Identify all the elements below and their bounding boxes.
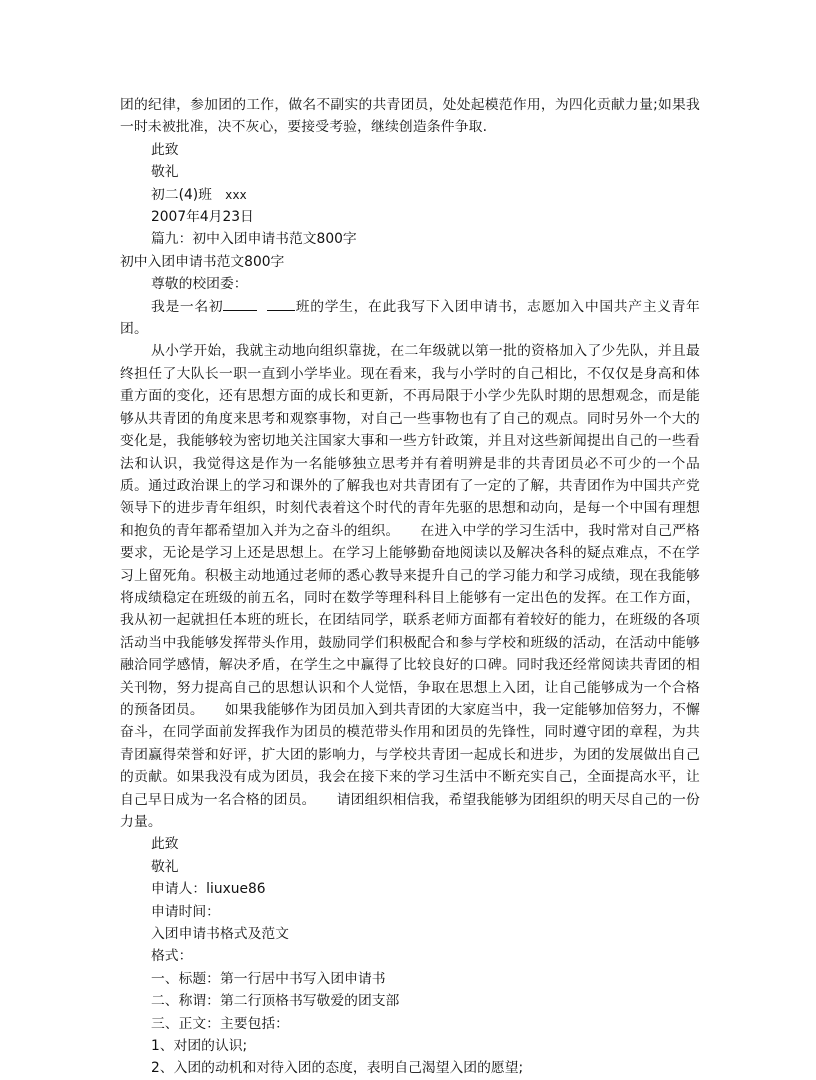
intro-part-a: 我是一名初 xyxy=(151,298,224,315)
format-title: 入团申请书格式及范文 xyxy=(151,926,289,943)
class-blank-2 xyxy=(267,298,295,311)
apply-time-line: 申请时间： xyxy=(151,903,220,920)
sub-title: 初中入团申请书范文800字 xyxy=(120,253,285,270)
body-paragraph: 从小学开始，我就主动地向组织靠拢，在二年级就以第一批的资格加入了少先队，并且最终担任了大队长一职一直到小学毕业。现在看来，我与小学时的自己相比，不仅仅是身高和体重方面的变化，还有思想方面的成长和更新，不再局限于小学少先队时期的思想观念，而是能够从共青团的角度来思考和观察事物，对自己一些事物也有了自己的观点。同时另外一个大的变化是，我能够较为密切地关注国家大事和一些方针政策，并且对这些新闻提出自己的一些看法和认识，我觉得这是作为一名能够独立思考并有着明辨是非的共青团员必不可少的一个品质。通过政治课上的学习和课外的了解我也对共青团有了一定的了解，共青团作为中国共产党领导下的进步青年组织，时刻代表着这个时代的青年先驱的思想和动向，是每一个中国有理想和抱负的青年都希望加入并为之奋斗的组织。 在进入中学的学习生活中，我时常对自己严格要求，无论是学习上还是思想上。在学习上能够勤奋地阅读以及解决各科的疑点难点，不在学习上留死角。积极主动地通过老师的悉心教导来提升自己的学习能力和学习成绩，现在我能够将成绩稳定在班级的前五名，同时在数学等理科科目上能够有一定出色的发挥。在工作方面，我从初一起就担任本班的班长，在团结同学，联系老师方面都有着较好的能力，在班级的各项活动当中我能够发挥带头作用，鼓励同学们积极配合和参与学校和班级的活动，在活动中能够融洽同学感情，解决矛盾，在学生之中赢得了比较良好的口碑。同时我还经常阅读共青团的相关刊物，努力提高自己的思想认识和个人觉悟，争取在思想上入团，让自己能够成为一个合格的预备团员。 如果我能够作为团员加入到共青团的大家庭当中，我一定能够加倍努力，不懈奋斗，在同学面前发挥我作为团员的模范带头作用和团员的先锋性，同时遵守团的章程，为共青团赢得荣誉和好评，扩大团的影响力，与学校共青团一起成长和进步，为团的发展做出自己的贡献。如果我没有成为团员，我会在接下来的学习生活中不断充实自己，全面提高水平，让自己早日成为一名合格的团员。 请团组织相信我，希望我能够为团组织的明天尽自己的一份力量。 xyxy=(120,343,700,830)
salute-line-2: 敬礼 xyxy=(151,858,179,875)
intro-paragraph xyxy=(120,296,700,341)
document-page xyxy=(120,94,700,1080)
salute-line-1: 敬礼 xyxy=(151,164,179,181)
format-sub-item-1: 1、对团的认识; xyxy=(151,1038,248,1055)
signature-line-1 xyxy=(120,184,700,206)
closing-line-1: 此致 xyxy=(151,141,179,158)
format-item-3: 三、正文：主要包括： xyxy=(151,1015,289,1032)
closing-line-2: 此致 xyxy=(151,836,179,853)
greeting-line: 尊敬的校团委： xyxy=(151,276,248,293)
class-name: xxx xyxy=(225,187,247,202)
intro-part-b: 班的学生，在此我写下入团申请书，志愿加入中国共产主义青年团。 xyxy=(120,298,701,338)
class-label: 初二(4)班 xyxy=(151,186,212,203)
applicant-line: 申请人：liuxue86 xyxy=(151,881,266,898)
format-label: 格式： xyxy=(151,948,193,965)
format-sub-item-2: 2、入团的动机和对待入团的态度，表明自己渴望入团的愿望; xyxy=(151,1060,524,1077)
format-item-2: 二、称谓：第二行顶格书写敬爱的团支部 xyxy=(151,993,400,1010)
format-item-1: 一、标题：第一行居中书写入团申请书 xyxy=(151,970,386,987)
date-line-1: 2007年4月23日 xyxy=(151,209,254,226)
piece9-title: 篇九：初中入团申请书范文800字 xyxy=(151,231,357,248)
class-blank-1 xyxy=(223,298,257,311)
paragraph-intro-end: 团的纪律，参加团的工作，做名不副实的共青团员，处处起模范作用，为四化贡献力量;如果我一时未被批准，决不灰心，要接受考验，继续创造条件争取. xyxy=(120,97,700,136)
